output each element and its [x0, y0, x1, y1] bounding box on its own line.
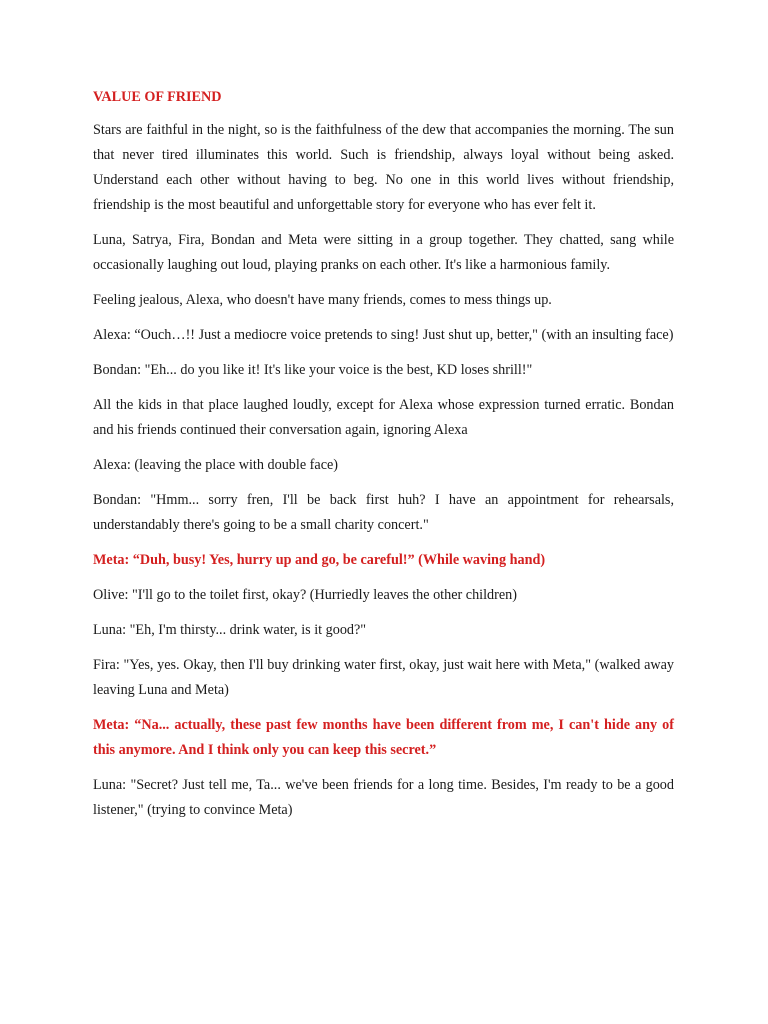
- paragraph-2: Luna, Satrya, Fira, Bondan and Meta were sitting in a group together. They chatted, sang while occasionally laughing out loud, playing pranks on each other. It's like a harmonious family.: [93, 232, 674, 273]
- paragraph-12: Fira: "Yes, yes. Okay, then I'll buy drinking water first, okay, just wait here with Meta," (walked away leaving Luna and Meta): [93, 657, 674, 698]
- document-title: VALUE OF FRIEND: [93, 89, 222, 105]
- paragraph-1: Stars are faithful in the night, so is the faithfulness of the dew that accompanies the morning. The sun that never tired illuminates this world. Such is friendship, always loyal without being asked. Understand each other without having to beg. No one in this world lives without friendship, friendship is the most beautiful and unforgettable story for everyone who has ever felt it.: [93, 122, 674, 213]
- paragraph-13-highlighted: Meta: “Na... actually, these past few months have been different from me, I can't hide any of this anymore. And I think only you can keep this secret.”: [93, 717, 674, 758]
- paragraph-7: Alexa: (leaving the place with double face): [93, 457, 339, 473]
- document-body: [93, 118, 674, 823]
- document-page: [93, 86, 674, 833]
- paragraph-5: Bondan: "Eh... do you like it! It's like your voice is the best, KD loses shrill!": [93, 362, 533, 378]
- paragraph-6: All the kids in that place laughed loudly, except for Alexa whose expression turned erratic. Bondan and his friends continued their conversation again, ignoring Alexa: [93, 397, 674, 438]
- paragraph-11: Luna: "Eh, I'm thirsty... drink water, is it good?": [93, 622, 367, 638]
- paragraph-9-highlighted: Meta: “Duh, busy! Yes, hurry up and go, be careful!” (While waving hand): [93, 552, 546, 568]
- paragraph-14: Luna: "Secret? Just tell me, Ta... we've been friends for a long time. Besides, I'm ready to be a good listener," (trying to convince Meta): [93, 777, 674, 818]
- paragraph-10: Olive: "I'll go to the toilet first, okay? (Hurriedly leaves the other children): [93, 587, 517, 603]
- paragraph-8: Bondan: "Hmm... sorry fren, I'll be back first huh? I have an appointment for rehearsals, understandably there's going to be a small charity concert.": [93, 492, 674, 533]
- paragraph-4: Alexa: “Ouch…!! Just a mediocre voice pretends to sing! Just shut up, better," (with an insulting face): [93, 327, 674, 343]
- paragraph-3: Feeling jealous, Alexa, who doesn't have many friends, comes to mess things up.: [93, 292, 552, 308]
